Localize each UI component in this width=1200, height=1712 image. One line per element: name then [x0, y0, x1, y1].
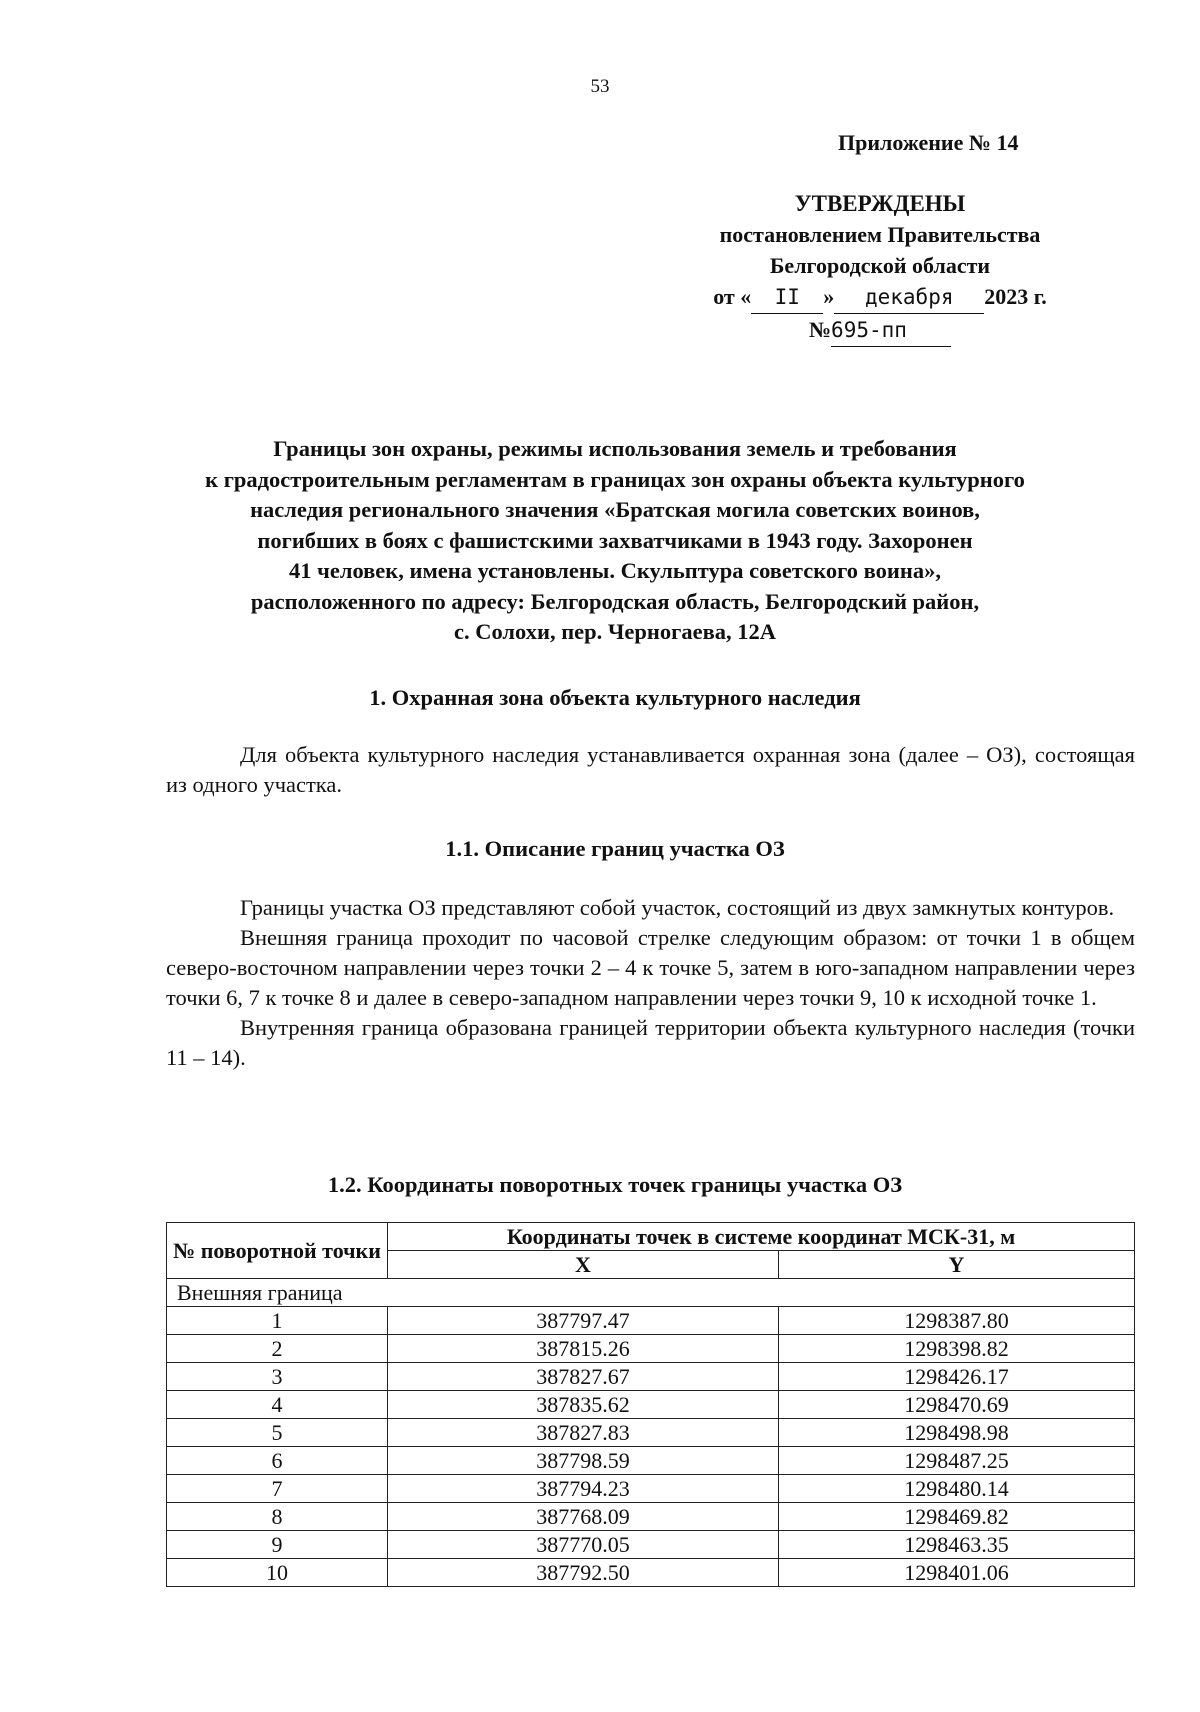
section-1-2-heading: 1.2. Координаты поворотных точек границы участка ОЗ	[327, 1172, 903, 1197]
x-value: 387815.26	[388, 1335, 779, 1363]
y-value: 1298398.82	[779, 1335, 1135, 1363]
coordinates-table	[166, 1222, 1135, 1587]
y-value: 1298469.82	[779, 1503, 1135, 1531]
point-number: 10	[167, 1559, 388, 1587]
x-value: 387798.59	[388, 1447, 779, 1475]
date-mid: »	[823, 284, 835, 309]
date-day: II	[751, 282, 823, 314]
table-row	[167, 1475, 1135, 1503]
y-value: 1298401.06	[779, 1559, 1135, 1587]
section-label: Внешняя граница	[167, 1279, 1135, 1307]
paragraph: Границы участка ОЗ представляют собой участок, состоящий из двух замкнутых контуров.	[240, 895, 1115, 920]
point-number: 9	[167, 1531, 388, 1559]
x-header: X	[388, 1251, 779, 1279]
paragraph: Для объекта культурного наследия устанавливается охранная зона (далее – ОЗ), состоящая из одного участка.	[166, 742, 1135, 797]
approval-block	[660, 128, 1100, 347]
date-prefix: от «	[713, 284, 752, 309]
table-row	[167, 1531, 1135, 1559]
point-number: 5	[167, 1419, 388, 1447]
section-1-heading: 1. Охранная зона объекта культурного наследия	[369, 685, 861, 710]
y-header: Y	[779, 1251, 1135, 1279]
point-number: 8	[167, 1503, 388, 1531]
table-row	[167, 1391, 1135, 1419]
x-value: 387770.05	[388, 1531, 779, 1559]
section-1-1-text	[166, 893, 1135, 1073]
x-value: 387794.23	[388, 1475, 779, 1503]
y-value: 1298426.17	[779, 1363, 1135, 1391]
page-number: 53	[590, 76, 610, 97]
document-title	[150, 434, 1080, 648]
title-line: погибших в боях с фашистскими захватчиками в 1943 году. Захоронен	[257, 527, 973, 553]
x-value: 387835.62	[388, 1391, 779, 1419]
number-prefix: №	[808, 317, 832, 342]
x-value: 387768.09	[388, 1503, 779, 1531]
approval-line-1: постановлением Правительства	[719, 222, 1041, 247]
y-value: 1298480.14	[779, 1475, 1135, 1503]
title-line: с. Солохи, пер. Черногаева, 12А	[453, 619, 776, 644]
point-number: 3	[167, 1363, 388, 1391]
y-value: 1298470.69	[779, 1391, 1135, 1419]
approval-line-2: Белгородской области	[769, 253, 991, 278]
date-month: декабря	[834, 282, 984, 314]
title-line: наследия регионального значения «Братская могила советских воинов,	[250, 497, 980, 522]
point-number: 7	[167, 1475, 388, 1503]
date-year: 2023 г.	[984, 284, 1047, 309]
approval-date	[660, 281, 1100, 314]
approved-label: УТВЕРЖДЕНЫ	[794, 191, 966, 216]
section-1-text	[166, 740, 1135, 800]
x-value: 387792.50	[388, 1559, 779, 1587]
x-value: 387827.67	[388, 1363, 779, 1391]
table-row	[167, 1419, 1135, 1447]
y-value: 1298487.25	[779, 1447, 1135, 1475]
y-value: 1298498.98	[779, 1419, 1135, 1447]
point-number: 1	[167, 1307, 388, 1335]
point-number: 2	[167, 1335, 388, 1363]
y-value: 1298463.35	[779, 1531, 1135, 1559]
table-row	[167, 1307, 1135, 1335]
approval-number	[660, 314, 1100, 347]
table-row	[167, 1503, 1135, 1531]
section-1-1-heading: 1.1. Описание границ участка ОЗ	[445, 836, 785, 861]
number-value: 695-пп	[831, 315, 951, 347]
x-value: 387827.83	[388, 1419, 779, 1447]
y-value: 1298387.80	[779, 1307, 1135, 1335]
title-line: Границы зон охраны, режимы использования земель и требования	[273, 436, 957, 461]
coordinates-header: Координаты точек в системе координат МСК-31, м	[388, 1223, 1135, 1251]
point-number: 4	[167, 1391, 388, 1419]
title-line: к градостроительным регламентам в границах зон охраны объекта культурного	[205, 466, 1025, 492]
paragraph: Внешняя граница проходит по часовой стрелке следующим образом: от точки 1 в общем северо-восточном направлении через точки 2 – 4 к точке 5, затем в юго-западном направлении через точки 6, 7 к точке 8 и далее в северо-западном направлении через точки 9, 10 к исходной точке 1.	[166, 925, 1135, 1010]
paragraph: Внутренняя граница образована границей территории объекта культурного наследия (точки 11 – 14).	[166, 1015, 1135, 1070]
table-row	[167, 1559, 1135, 1587]
table-section-row	[167, 1279, 1135, 1307]
x-value: 387797.47	[388, 1307, 779, 1335]
table-row	[167, 1363, 1135, 1391]
point-number-header: № поворотной точки	[167, 1223, 388, 1279]
title-line: расположенного по адресу: Белгородская область, Белгородский район,	[250, 588, 980, 614]
appendix-label: Приложение № 14	[838, 130, 1019, 155]
point-number: 6	[167, 1447, 388, 1475]
title-line: 41 человек, имена установлены. Скульптура советского воина»,	[289, 558, 941, 583]
table-row	[167, 1335, 1135, 1363]
table-row	[167, 1447, 1135, 1475]
